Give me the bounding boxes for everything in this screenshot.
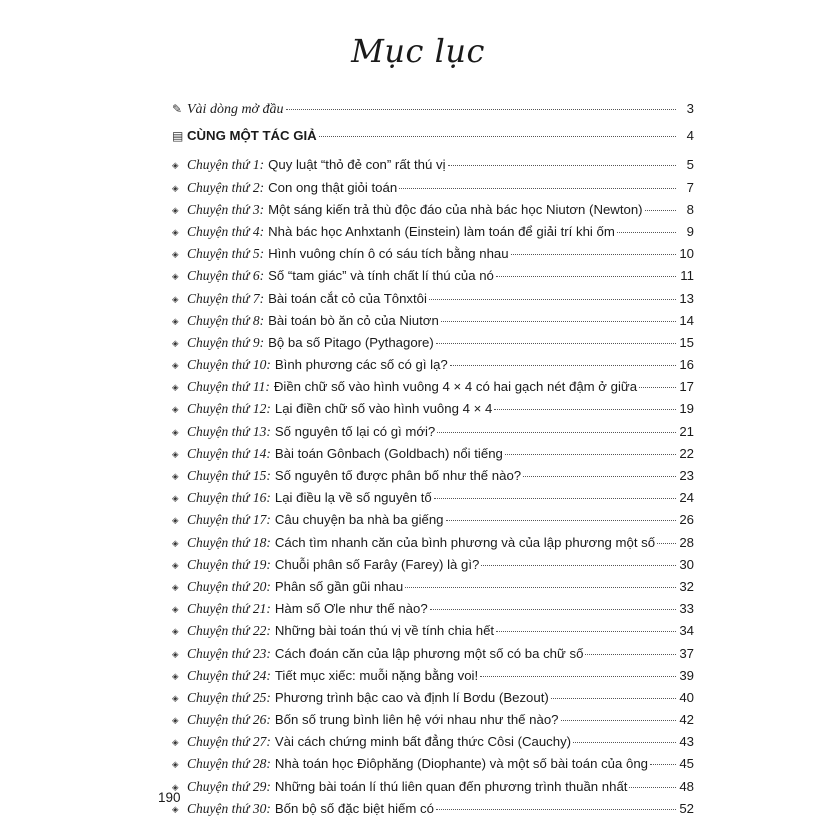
chapter-number: 25: xyxy=(252,689,271,705)
chapter-number: 9: xyxy=(252,334,265,350)
dot-leader xyxy=(450,365,676,366)
toc-entry-title: Nhà toán học Điôphăng (Diophante) và một số bài toán của ông xyxy=(274,756,649,772)
chapter-prefix xyxy=(187,535,271,551)
toc-entry-chapter[interactable] xyxy=(172,601,694,623)
toc-entry-intro[interactable] xyxy=(172,101,694,123)
diamond-bullet-icon: ◈ xyxy=(172,337,179,348)
toc-entry-title: Số nguyên tố được phân bố như thế nào? xyxy=(274,468,522,483)
dot-leader xyxy=(405,587,676,588)
toc-entry-title: Bốn số trung bình liên hệ với nhau như thế nào? xyxy=(274,712,559,728)
chapter-prefix-label: Chuyện thứ xyxy=(187,490,250,506)
chapter-prefix-label: Chuyện thứ xyxy=(187,312,250,328)
page-number: 190 xyxy=(158,790,181,805)
toc-entry-page: 37 xyxy=(679,645,694,661)
diamond-bullet-icon: ◈ xyxy=(172,803,179,814)
chapter-prefix xyxy=(187,157,264,173)
toc-entry-title: Hình vuông chín ô có sáu tích bằng nhau xyxy=(268,246,509,262)
chapter-number: 18: xyxy=(252,534,271,550)
toc-entry-page: 23 xyxy=(679,468,694,483)
toc-entry-chapter[interactable] xyxy=(172,779,694,801)
toc-entry-chapter[interactable] xyxy=(172,379,694,401)
chapter-prefix xyxy=(187,468,271,484)
chapter-number: 3: xyxy=(252,201,265,217)
chapter-prefix xyxy=(187,291,264,307)
toc-entry-chapter[interactable] xyxy=(172,424,694,446)
page-title: Mục lục xyxy=(351,32,485,70)
chapter-prefix xyxy=(187,490,271,506)
chapter-number: 24: xyxy=(252,667,271,683)
chapter-number: 1: xyxy=(252,157,265,173)
chapter-prefix xyxy=(187,246,264,262)
dot-leader xyxy=(496,631,676,632)
toc-entry-title: Nhà bác học Anhxtanh (Einstein) làm toán để giải trí khi ốm xyxy=(268,223,615,239)
toc-entry-title: Những bài toán thú vị về tính chia hết xyxy=(274,623,495,639)
chapter-prefix-label: Chuyện thứ xyxy=(187,778,250,794)
diamond-bullet-icon: ◈ xyxy=(172,648,179,659)
dot-leader xyxy=(434,498,676,499)
chapter-prefix-label: Chuyện thứ xyxy=(187,268,250,284)
toc-entry-chapter[interactable] xyxy=(172,446,694,468)
chapter-prefix xyxy=(187,690,271,706)
toc-entry-title: Một sáng kiến trả thù độc đáo của nhà bác học Niutơn (Newton) xyxy=(268,201,643,217)
toc-entry-chapter[interactable] xyxy=(172,690,694,712)
chapter-prefix-label: Chuyện thứ xyxy=(187,201,250,217)
toc-entry-title: Lại điều lạ về số nguyên tố xyxy=(274,490,432,506)
toc-entry-chapter[interactable] xyxy=(172,734,694,756)
toc-entry-title: Lại điền chữ số vào hình vuông 4 × 4 xyxy=(274,401,493,417)
toc-entry-page: 45 xyxy=(679,756,694,772)
toc-entry-same-author[interactable] xyxy=(172,128,694,150)
dot-leader xyxy=(441,321,676,322)
dot-leader xyxy=(551,698,676,699)
chapter-prefix-label: Chuyện thứ xyxy=(187,667,250,683)
toc-entry-page: 24 xyxy=(679,490,694,506)
toc-entry-page: 22 xyxy=(679,445,694,461)
toc-entry-chapter[interactable] xyxy=(172,579,694,601)
chapter-number: 21: xyxy=(252,601,271,617)
chapter-prefix xyxy=(187,557,271,573)
toc-entry-title: Bài toán Gônbach (Goldbach) nổi tiếng xyxy=(274,445,503,461)
chapter-prefix xyxy=(187,801,271,817)
diamond-bullet-icon: ◈ xyxy=(172,293,179,304)
chapter-prefix-label: Chuyện thứ xyxy=(187,756,250,772)
toc-entry-title: Con ong thật giỏi toán xyxy=(268,179,398,195)
chapter-prefix-label: Chuyện thứ xyxy=(187,734,250,750)
dot-leader xyxy=(573,742,676,743)
diamond-bullet-icon: ◈ xyxy=(172,315,179,326)
toc-entry-title: Phương trình bậc cao và định lí Bơdu (Bezout) xyxy=(274,689,549,705)
chapter-prefix-label: Chuyện thứ xyxy=(187,357,250,373)
dot-leader xyxy=(430,609,676,610)
toc-entry-page: 34 xyxy=(679,623,694,639)
toc-entry-page: 16 xyxy=(679,357,694,373)
chapter-number: 30: xyxy=(252,800,271,816)
chapter-prefix xyxy=(187,202,264,218)
toc-entry-title: Cách tìm nhanh căn của bình phương và của lập phương một số xyxy=(274,534,656,550)
toc-entry-chapter[interactable] xyxy=(172,291,694,313)
chapter-prefix xyxy=(187,668,271,684)
toc-entry-chapter[interactable] xyxy=(172,180,694,202)
chapter-prefix-label: Chuyện thứ xyxy=(187,578,250,594)
diamond-bullet-icon: ◈ xyxy=(172,182,179,193)
chapter-number: 12: xyxy=(252,401,271,417)
chapter-prefix-label: Chuyện thứ xyxy=(187,401,250,417)
diamond-bullet-icon: ◈ xyxy=(172,160,179,171)
toc-entry-page: 30 xyxy=(679,556,694,572)
dot-leader xyxy=(286,109,676,110)
dot-leader xyxy=(437,432,676,433)
dot-leader xyxy=(629,787,676,788)
chapter-prefix xyxy=(187,446,271,462)
chapter-number: 22: xyxy=(252,623,271,639)
chapter-number: 16: xyxy=(252,490,271,506)
chapter-prefix xyxy=(187,712,271,728)
dot-leader xyxy=(399,188,676,189)
chapter-prefix-label: Chuyện thứ xyxy=(187,223,250,239)
dot-leader xyxy=(436,343,676,344)
toc-entry-page: 48 xyxy=(679,778,694,794)
chapter-number: 8: xyxy=(252,312,265,328)
chapter-number: 29: xyxy=(252,778,271,794)
diamond-bullet-icon: ◈ xyxy=(172,448,179,459)
dot-leader xyxy=(494,409,676,410)
chapter-prefix xyxy=(187,424,271,440)
table-of-contents xyxy=(172,101,694,823)
dot-leader xyxy=(436,809,676,810)
chapter-prefix-label: Chuyện thứ xyxy=(187,689,250,705)
chapter-number: 11: xyxy=(252,379,270,395)
toc-entry-page: 39 xyxy=(679,667,694,683)
chapter-number: 2: xyxy=(252,179,265,195)
toc-entry-page: 3 xyxy=(686,101,694,116)
dot-leader xyxy=(480,676,676,677)
chapter-prefix-label: Chuyện thứ xyxy=(187,512,250,528)
chapter-prefix xyxy=(187,313,264,329)
toc-entry-title: Quy luật “thỏ đẻ con” rất thú vị xyxy=(268,157,446,173)
toc-entry-title: Số nguyên tố lại có gì mới? xyxy=(274,423,436,439)
toc-entry-page: 11 xyxy=(680,268,694,284)
book-icon: ▤ xyxy=(172,129,184,144)
toc-entry-chapter[interactable] xyxy=(172,468,694,490)
toc-entry-page: 10 xyxy=(679,246,694,262)
diamond-bullet-icon: ◈ xyxy=(172,581,179,592)
toc-entry-page: 43 xyxy=(679,734,694,750)
chapter-number: 10: xyxy=(252,357,271,373)
toc-entry-chapter[interactable] xyxy=(172,623,694,645)
chapter-prefix xyxy=(187,335,264,351)
toc-entry-title: Hàm số Ơle như thế nào? xyxy=(274,601,428,617)
toc-entry-title: Bộ ba số Pitago (Pythagore) xyxy=(268,334,434,350)
toc-entry-title: Chuỗi phân số Farây (Farey) là gì? xyxy=(274,556,480,572)
diamond-bullet-icon: ◈ xyxy=(172,737,179,748)
toc-entry-title: Bài toán bò ăn cỏ của Niutơn xyxy=(268,312,439,328)
chapter-prefix-label: Chuyện thứ xyxy=(187,534,250,550)
chapter-prefix-label: Chuyện thứ xyxy=(187,556,250,572)
diamond-bullet-icon: ◈ xyxy=(172,360,179,371)
chapter-number: 6: xyxy=(252,268,265,284)
toc-entry-page: 32 xyxy=(679,578,694,594)
toc-entry-page: 4 xyxy=(686,128,694,144)
chapter-number: 13: xyxy=(252,423,271,439)
toc-entry-title: Bình phương các số có gì lạ? xyxy=(274,357,448,373)
toc-entry-chapter[interactable] xyxy=(172,202,694,224)
chapter-list xyxy=(172,157,694,823)
chapter-prefix xyxy=(187,379,270,395)
toc-entry-page: 52 xyxy=(679,800,694,816)
toc-entry-page: 7 xyxy=(686,179,694,195)
chapter-prefix xyxy=(187,579,271,595)
diamond-bullet-icon: ◈ xyxy=(172,537,179,548)
toc-entry-page: 13 xyxy=(679,290,694,306)
chapter-number: 7: xyxy=(252,290,265,306)
chapter-prefix-label: Chuyện thứ xyxy=(187,645,250,661)
chapter-prefix xyxy=(187,623,271,639)
chapter-prefix xyxy=(187,268,264,284)
chapter-prefix-label: Chuyện thứ xyxy=(187,179,250,195)
chapter-prefix xyxy=(187,357,271,373)
toc-entry-title: Phân số gần gũi nhau xyxy=(274,578,404,594)
toc-entry-title: Bốn bộ số đặc biệt hiếm có xyxy=(274,800,434,816)
diamond-bullet-icon: ◈ xyxy=(172,626,179,637)
chapter-prefix xyxy=(187,224,264,240)
chapter-prefix-label: Chuyện thứ xyxy=(187,290,250,306)
diamond-bullet-icon: ◈ xyxy=(172,271,179,282)
toc-entry-chapter[interactable] xyxy=(172,401,694,423)
chapter-number: 14: xyxy=(252,445,271,461)
diamond-bullet-icon: ◈ xyxy=(172,404,179,415)
chapter-prefix xyxy=(187,401,271,417)
chapter-number: 4: xyxy=(252,223,265,239)
diamond-bullet-icon: ◈ xyxy=(172,604,179,615)
chapter-number: 28: xyxy=(252,756,271,772)
chapter-prefix-label: Chuyện thứ xyxy=(187,423,250,439)
toc-entry-chapter[interactable] xyxy=(172,801,694,823)
toc-entry-title: Câu chuyện ba nhà ba giếng xyxy=(274,512,444,528)
chapter-number: 19: xyxy=(252,556,271,572)
toc-entry-page: 42 xyxy=(679,712,694,728)
toc-entry-chapter[interactable] xyxy=(172,712,694,734)
dot-leader xyxy=(657,543,676,544)
chapter-number: 27: xyxy=(252,734,271,750)
diamond-bullet-icon: ◈ xyxy=(172,204,179,215)
chapter-prefix-label: Chuyện thứ xyxy=(187,468,250,483)
chapter-prefix-label: Chuyện thứ xyxy=(187,379,250,395)
diamond-bullet-icon: ◈ xyxy=(172,426,179,437)
chapter-number: 23: xyxy=(252,645,271,661)
dot-leader xyxy=(585,654,676,655)
toc-entry-page: 19 xyxy=(679,401,694,417)
dot-leader xyxy=(505,454,676,455)
chapter-number: 17: xyxy=(252,512,271,528)
toc-entry-page: 9 xyxy=(686,223,694,239)
dot-leader xyxy=(511,254,676,255)
toc-entry-page: 33 xyxy=(679,601,694,617)
diamond-bullet-icon: ◈ xyxy=(172,715,179,726)
diamond-bullet-icon: ◈ xyxy=(172,382,179,393)
toc-entry-chapter[interactable] xyxy=(172,313,694,335)
dot-leader xyxy=(617,232,676,233)
diamond-bullet-icon: ◈ xyxy=(172,471,179,481)
diamond-bullet-icon: ◈ xyxy=(172,781,179,792)
toc-entry-page: 15 xyxy=(679,334,694,350)
toc-entry-chapter[interactable] xyxy=(172,335,694,357)
chapter-prefix-label: Chuyện thứ xyxy=(187,445,250,461)
toc-entry-page: 14 xyxy=(679,312,694,328)
chapter-number: 15: xyxy=(252,468,271,483)
toc-entry-title: Vài cách chứng minh bất đẳng thức Côsi (Cauchy) xyxy=(274,734,572,750)
toc-entry-chapter[interactable] xyxy=(172,557,694,579)
toc-entry-page: 40 xyxy=(679,689,694,705)
toc-entry-title: Tiết mục xiếc: muỗi nặng bằng voi! xyxy=(274,667,479,683)
chapter-prefix xyxy=(187,601,271,617)
dot-leader xyxy=(645,210,676,211)
diamond-bullet-icon: ◈ xyxy=(172,226,179,237)
chapter-prefix xyxy=(187,756,271,772)
dot-leader xyxy=(429,299,676,300)
toc-entry-chapter[interactable] xyxy=(172,756,694,778)
chapter-prefix-label: Chuyện thứ xyxy=(187,800,250,816)
diamond-bullet-icon: ◈ xyxy=(172,249,179,260)
toc-entry-page: 26 xyxy=(679,512,694,528)
chapter-number: 5: xyxy=(252,246,265,262)
dot-leader xyxy=(481,565,676,566)
chapter-prefix xyxy=(187,646,271,662)
toc-entry-chapter[interactable] xyxy=(172,512,694,534)
toc-entry-title: Những bài toán lí thú liên quan đến phương trình thuần nhất xyxy=(274,778,628,794)
pen-icon: ✎ xyxy=(172,102,183,116)
toc-entry-chapter[interactable] xyxy=(172,490,694,512)
toc-entry-title: Vài dòng mở đầu xyxy=(187,102,284,117)
chapter-prefix xyxy=(187,734,271,750)
diamond-bullet-icon: ◈ xyxy=(172,759,179,770)
toc-entry-title: Cách đoán căn của lập phương một số có ba chữ số xyxy=(274,645,584,661)
diamond-bullet-icon: ◈ xyxy=(172,515,179,526)
dot-leader xyxy=(561,720,677,721)
toc-entry-chapter[interactable] xyxy=(172,535,694,557)
diamond-bullet-icon: ◈ xyxy=(172,559,179,570)
chapter-number: 20: xyxy=(252,578,271,594)
dot-leader xyxy=(639,387,676,388)
chapter-prefix-label: Chuyện thứ xyxy=(187,601,250,617)
chapter-prefix xyxy=(187,779,271,795)
dot-leader xyxy=(446,520,676,521)
diamond-bullet-icon: ◈ xyxy=(172,493,179,504)
dot-leader xyxy=(650,764,676,765)
toc-entry-page: 21 xyxy=(679,423,694,439)
dot-leader xyxy=(319,136,676,137)
chapter-prefix-label: Chuyện thứ xyxy=(187,246,250,262)
toc-entry-title: Điền chữ số vào hình vuông 4 × 4 có hai gạch nét đậm ở giữa xyxy=(273,379,638,395)
toc-entry-chapter[interactable] xyxy=(172,668,694,690)
chapter-number: 26: xyxy=(252,712,271,728)
toc-entry-title: Số “tam giác” và tính chất lí thú của nó xyxy=(268,268,494,284)
toc-entry-chapter[interactable] xyxy=(172,246,694,268)
toc-entry-title: Bài toán cắt cỏ của Tônxtôi xyxy=(268,290,427,306)
toc-entry-page: 5 xyxy=(686,157,694,173)
dot-leader xyxy=(496,276,676,277)
toc-entry-page: 28 xyxy=(679,534,694,550)
diamond-bullet-icon: ◈ xyxy=(172,670,179,681)
toc-entry-page: 8 xyxy=(686,201,694,217)
dot-leader xyxy=(448,165,677,166)
toc-entry-chapter[interactable] xyxy=(172,157,694,179)
toc-entry-chapter[interactable] xyxy=(172,646,694,668)
toc-entry-page: 17 xyxy=(679,379,694,395)
toc-entry-title: CÙNG MỘT TÁC GIẢ xyxy=(187,128,317,144)
chapter-prefix xyxy=(187,512,271,528)
chapter-prefix-label: Chuyện thứ xyxy=(187,157,250,173)
diamond-bullet-icon: ◈ xyxy=(172,692,179,703)
chapter-prefix xyxy=(187,180,264,196)
toc-entry-chapter[interactable] xyxy=(172,357,694,379)
chapter-prefix-label: Chuyện thứ xyxy=(187,712,250,728)
toc-entry-chapter[interactable] xyxy=(172,224,694,246)
chapter-prefix-label: Chuyện thứ xyxy=(187,334,250,350)
dot-leader xyxy=(523,476,676,477)
chapter-prefix-label: Chuyện thứ xyxy=(187,623,250,639)
toc-entry-chapter[interactable] xyxy=(172,268,694,290)
